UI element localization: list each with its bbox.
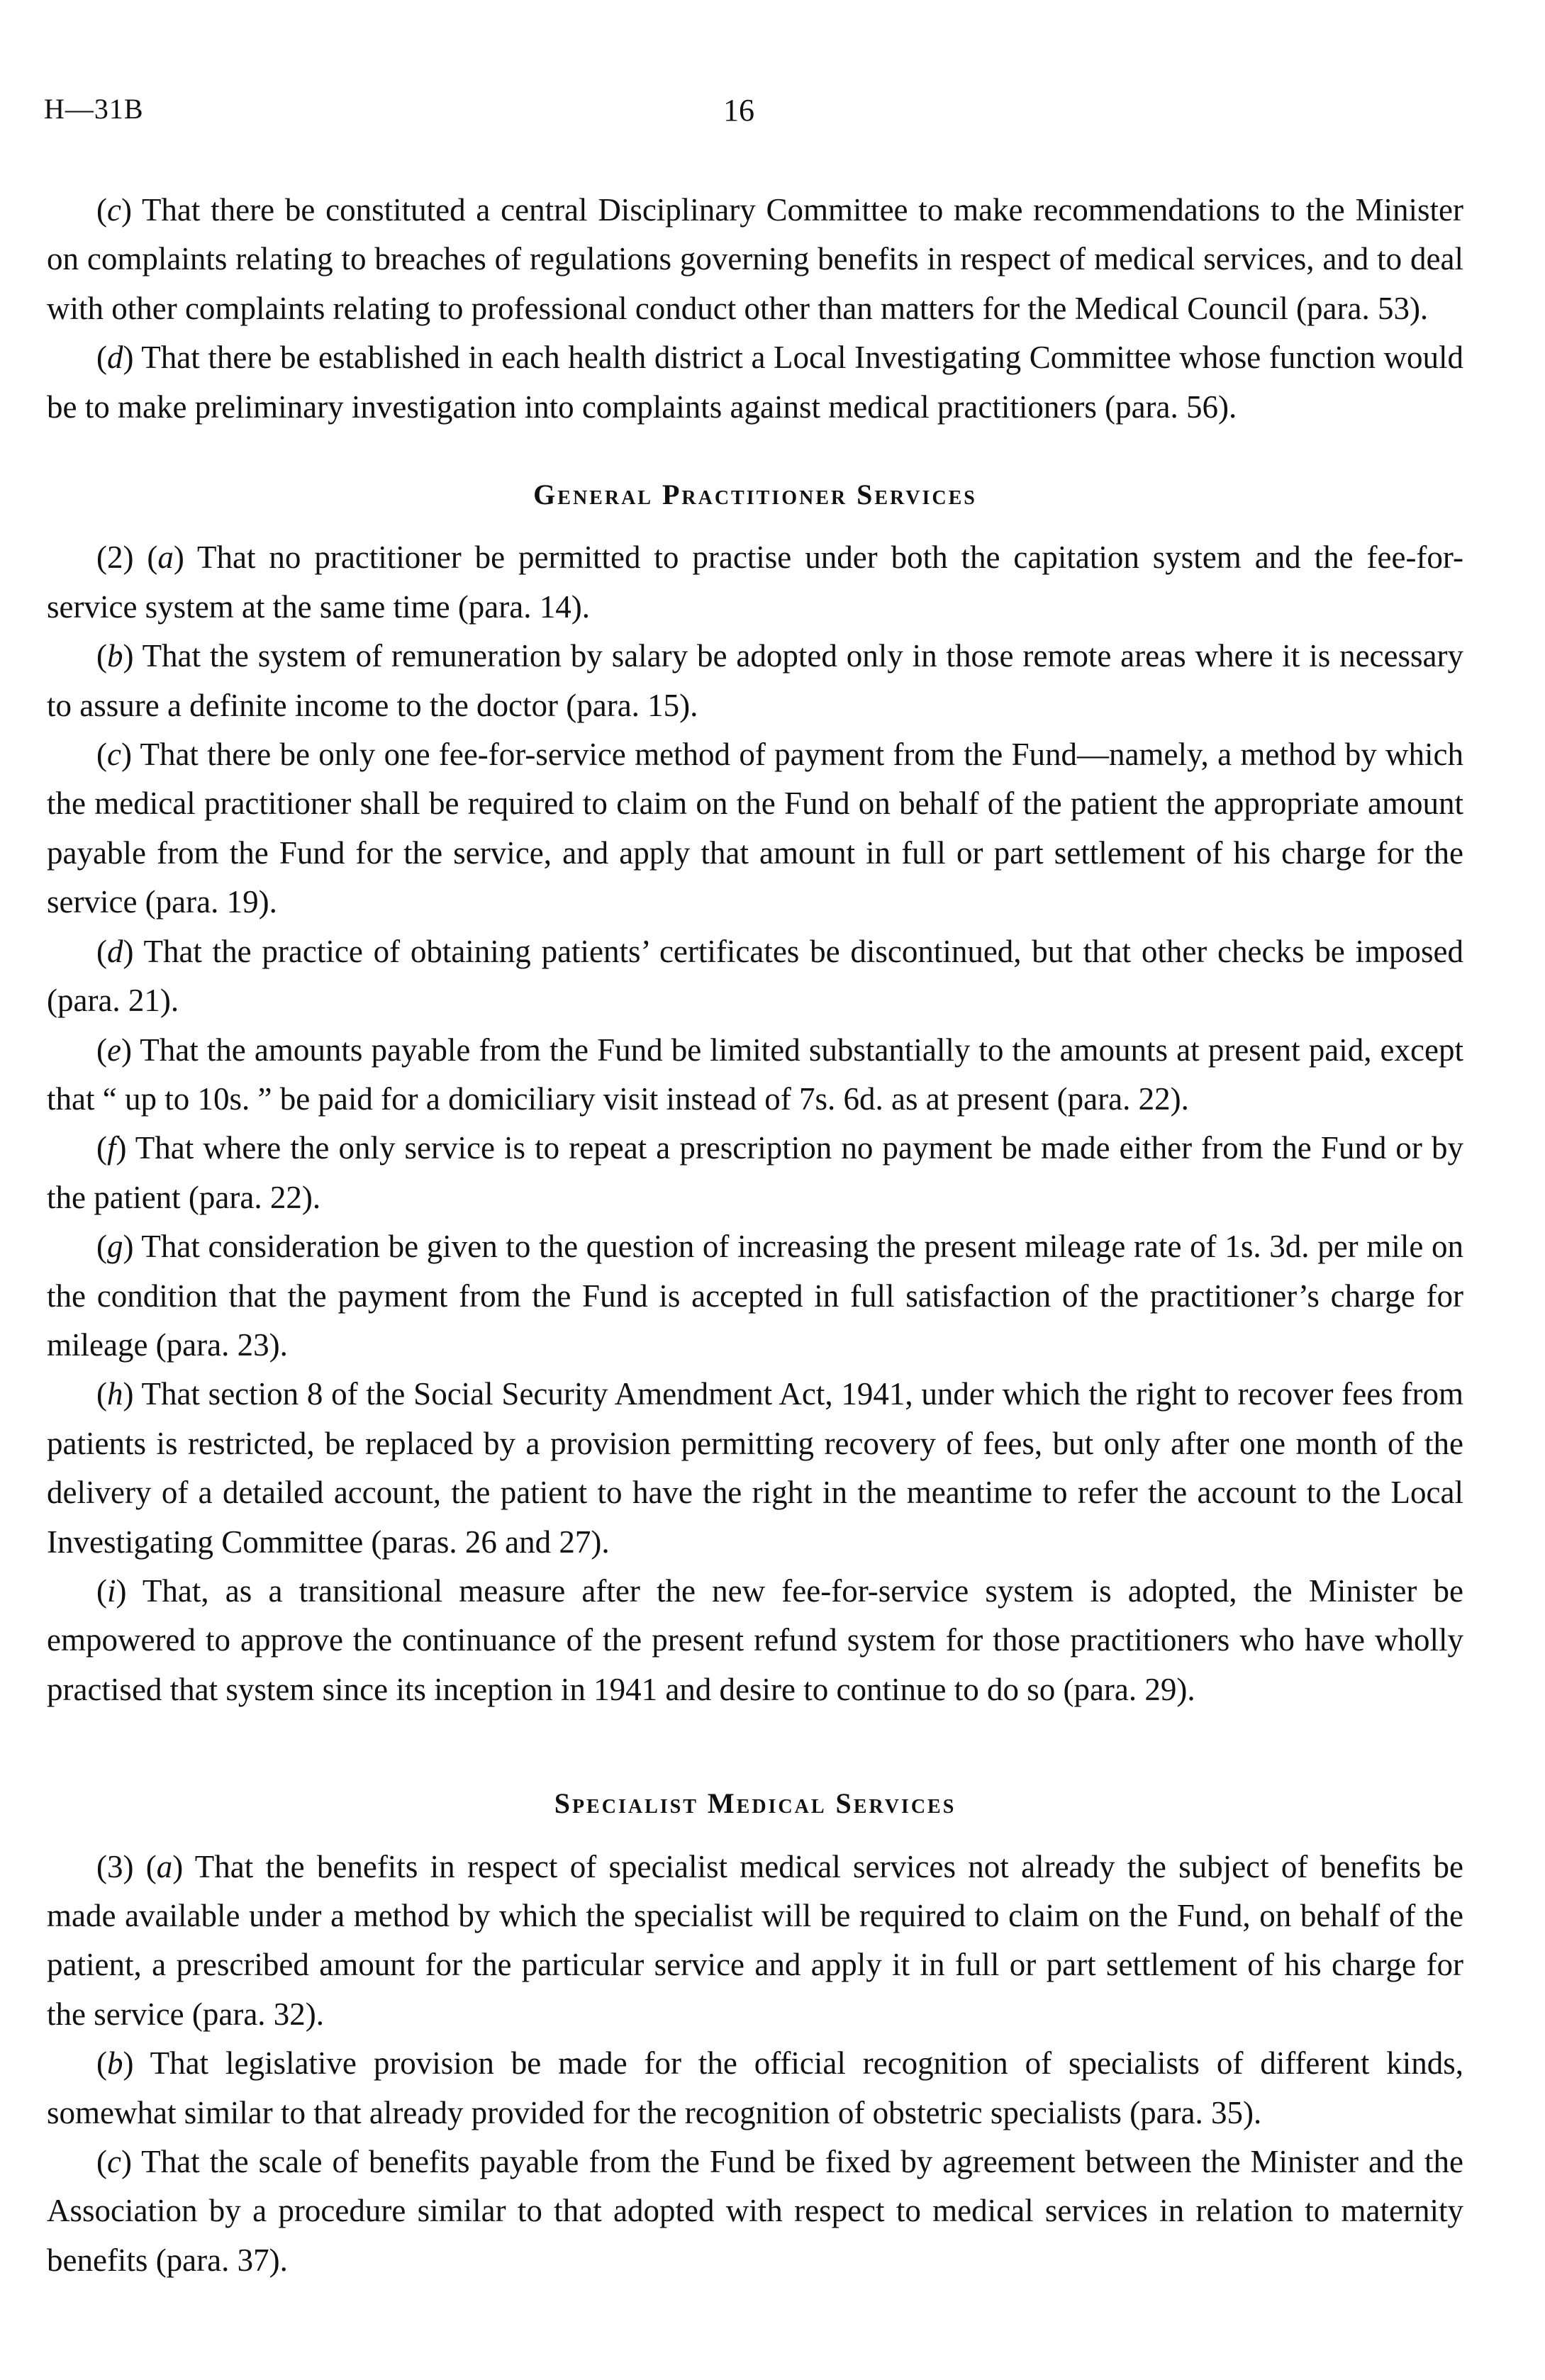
item-label: c [107, 192, 121, 228]
item-text: That there be constituted a central Disciplinary Committee to make recommendations to the Minister on complaints relating to breaches of regulations governing benefits in respect of medical services, and to deal with other complaints relating to professional conduct other than matters for the Medical Council (para. 53). [47, 192, 1463, 326]
item-label: e [107, 1032, 121, 1068]
item-label: h [107, 1376, 123, 1412]
recommendation-paragraph: (e) That the amounts payable from the Fund be limited substantially to the amounts at present paid, except that “ up to 10s. ” be paid for a domiciliary visit instead of 7s. 6d. as at present (para. 22). [47, 1032, 1463, 1117]
recommendation-paragraph: (g) That consideration be given to the question of increasing the present mileage rate of 1s. 3d. per mile on the condition that the payment from the Fund is accepted in full satisfaction of the practitioner’s charge for mileage (para. 23). [47, 1229, 1463, 1363]
item-text: That section 8 of the Social Security Amendment Act, 1941, under which the right to recover fees from patients is restricted, be replaced by a provision permitting recovery of fees, but only after one month of the delivery of a detailed account, the patient to have the right in the meantime to refer the account to the Local Investigating Committee (paras. 26 and 27). [47, 1376, 1463, 1560]
item-text: That there be only one fee-for-service method of payment from the Fund—namely, a method by which the medical practitioner shall be required to claim on the Fund on behalf of the patient the appropriate amount payable from the Fund for the service, and apply that amount in full or part settlement of his charge for the service (para. 19). [47, 737, 1463, 920]
item-text: That the practice of obtaining patients’ certificates be discontinued, but that other checks be imposed (para. 21). [47, 933, 1463, 1019]
recommendation-paragraph: (c) That the scale of benefits payable from the Fund be fixed by agreement between the Minister and the Association by a procedure similar to that adopted with respect to medical services in relation to maternity benefits (para. 37). [47, 2144, 1463, 2278]
item-label: i [107, 1572, 116, 1609]
item-label: d [107, 340, 123, 376]
item-label: c [107, 737, 121, 773]
item-label: d [107, 933, 123, 969]
item-text: That no practitioner be permitted to practise under both the capitation system and the fee-for-service system at the same time (para. 14). [47, 540, 1463, 625]
section-heading-general-practitioner: General Practitioner Services [533, 479, 977, 511]
item-label: b [107, 638, 123, 674]
page-header [44, 92, 1462, 135]
item-text: That there be established in each health district a Local Investigating Committee whose function would be to make preliminary investigation into complaints against medical practitioners (para. 56). [47, 340, 1463, 425]
item-label: f [107, 1130, 116, 1166]
recommendation-paragraph: (i) That, as a transitional measure after the new fee-for-service system is adopted, the Minister be empowered to approve the continuance of the present refund system for those practitioners who have wholly practised that system since its inception in 1941 and desire to continue to do so (para. 29). [47, 1572, 1463, 1707]
recommendation-paragraph: (c) That there be constituted a central Disciplinary Committee to make recommendations to the Minister on complaints relating to breaches of regulations governing benefits in respect of medical services, and to deal with other complaints relating to professional conduct other than matters for the Medical Council (para. 53). [47, 192, 1463, 326]
item-label: a [157, 540, 174, 576]
item-text: That legislative provision be made for the official recognition of specialists of different kinds, somewhat similar to that already provided for the recognition of obstetric specialists (para. 35). [47, 2045, 1463, 2130]
item-label: a [156, 1848, 173, 1884]
recommendation-paragraph: (b) That legislative provision be made for the official recognition of specialists of different kinds, somewhat similar to that already provided for the recognition of obstetric specialists (para. 35). [47, 2045, 1463, 2130]
section-number: (3) [96, 1848, 134, 1884]
recommendation-paragraph: (c) That there be only one fee-for-service method of payment from the Fund—namely, a method by which the medical practitioner shall be required to claim on the Fund on behalf of the patient the appropriate amount payable from the Fund for the service, and apply that amount in full or part settlement of his charge for the service (para. 19). [47, 737, 1463, 920]
item-text: That where the only service is to repeat a prescription no payment be made either from the Fund or by the patient (para. 22). [47, 1130, 1463, 1215]
section-number: (2) [96, 540, 134, 576]
item-text: That the benefits in respect of specialist medical services not already the subject of benefits be made available under a method by which the specialist will be required to claim on the Fund, on behalf of the patient, a prescribed amount for the particular service and apply it in full or part settlement of his charge for the service (para. 32). [47, 1848, 1463, 2032]
page-number: 16 [723, 93, 754, 128]
item-label: b [107, 2045, 123, 2082]
recommendation-paragraph: (h) That section 8 of the Social Security Amendment Act, 1941, under which the right to recover fees from patients is restricted, be replaced by a provision permitting recovery of fees, but only after one month of the delivery of a detailed account, the patient to have the right in the meantime to refer the account to the Local Investigating Committee (paras. 26 and 27). [47, 1376, 1463, 1560]
item-text: That, as a transitional measure after the new fee-for-service system is adopted, the Minister be empowered to approve the continuance of the present refund system for those practitioners who have wholly practised that system since its inception in 1941 and desire to continue to do so (para. 29). [47, 1572, 1463, 1707]
recommendation-paragraph: (f) That where the only service is to repeat a prescription no payment be made either from the Fund or by the patient (para. 22). [47, 1130, 1463, 1215]
document-reference: H—31B [44, 93, 144, 125]
recommendation-paragraph: (b) That the system of remuneration by salary be adopted only in those remote areas where it is necessary to assure a definite income to the doctor (para. 15). [47, 638, 1463, 723]
section-heading-specialist-medical: Specialist Medical Services [554, 1787, 956, 1820]
item-label: c [107, 2144, 121, 2180]
item-text: That consideration be given to the question of increasing the present mileage rate of 1s. 3d. per mile on the condition that the payment from the Fund is accepted in full satisfaction of the practitioner’s charge for mileage (para. 23). [47, 1229, 1463, 1363]
document-body [47, 186, 1463, 2285]
item-label: g [107, 1229, 123, 1265]
item-text: That the system of remuneration by salary be adopted only in those remote areas where it is necessary to assure a definite income to the doctor (para. 15). [47, 638, 1463, 723]
recommendation-paragraph: (d) That the practice of obtaining patients’ certificates be discontinued, but that other checks be imposed (para. 21). [47, 933, 1463, 1019]
item-text: That the amounts payable from the Fund be limited substantially to the amounts at present paid, except that “ up to 10s. ” be paid for a domiciliary visit instead of 7s. 6d. as at present (para. 22). [47, 1032, 1463, 1117]
recommendation-paragraph: (3) (a) That the benefits in respect of specialist medical services not already the subject of benefits be made available under a method by which the specialist will be required to claim on the Fund, on behalf of the patient, a prescribed amount for the particular service and apply it in full or part settlement of his charge for the service (para. 32). [47, 1848, 1463, 2032]
item-text: That the scale of benefits payable from the Fund be fixed by agreement between the Minister and the Association by a procedure similar to that adopted with respect to medical services in relation to maternity benefits (para. 37). [47, 2144, 1463, 2278]
recommendation-paragraph: (2) (a) That no practitioner be permitted to practise under both the capitation system and the fee-for-service system at the same time (para. 14). [47, 540, 1463, 625]
recommendation-paragraph: (d) That there be established in each health district a Local Investigating Committee whose function would be to make preliminary investigation into complaints against medical practitioners (para. 56). [47, 340, 1463, 425]
